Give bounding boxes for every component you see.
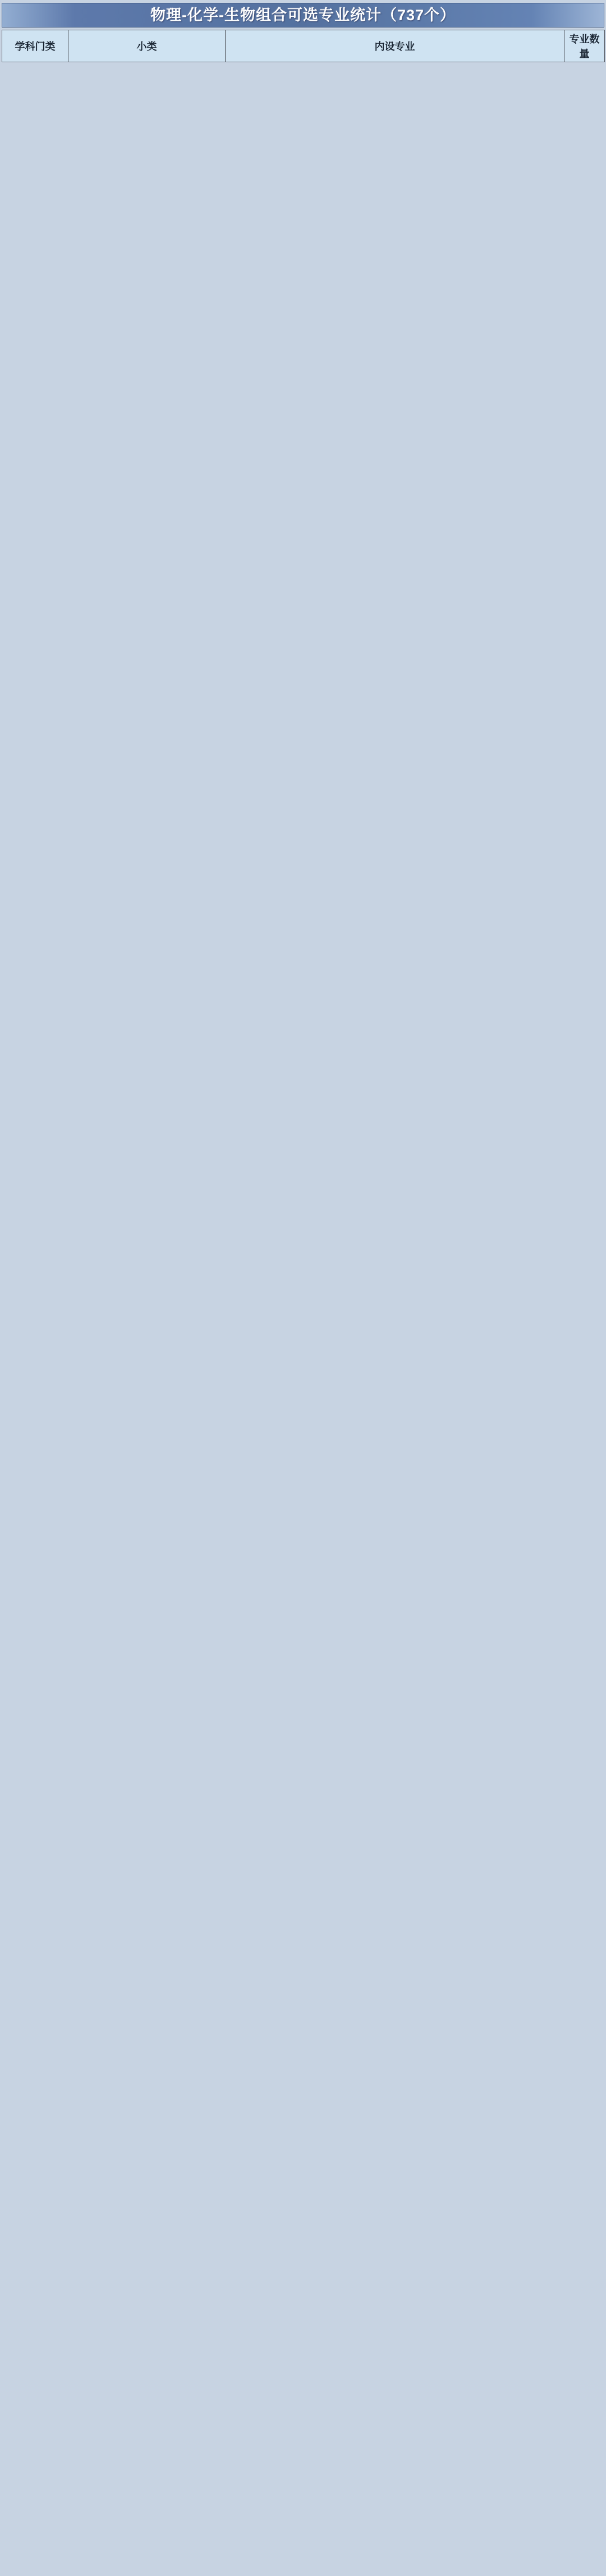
header-row xyxy=(2,30,605,62)
header-majors: 内设专业 xyxy=(226,30,564,62)
majors-table xyxy=(2,30,605,62)
header-count: 专业数量 xyxy=(564,30,605,62)
page-title: 物理-化学-生物组合可选专业统计（737个） xyxy=(2,3,604,27)
header-subclass: 小类 xyxy=(68,30,226,62)
page xyxy=(0,0,606,64)
header-discipline: 学科门类 xyxy=(2,30,68,62)
